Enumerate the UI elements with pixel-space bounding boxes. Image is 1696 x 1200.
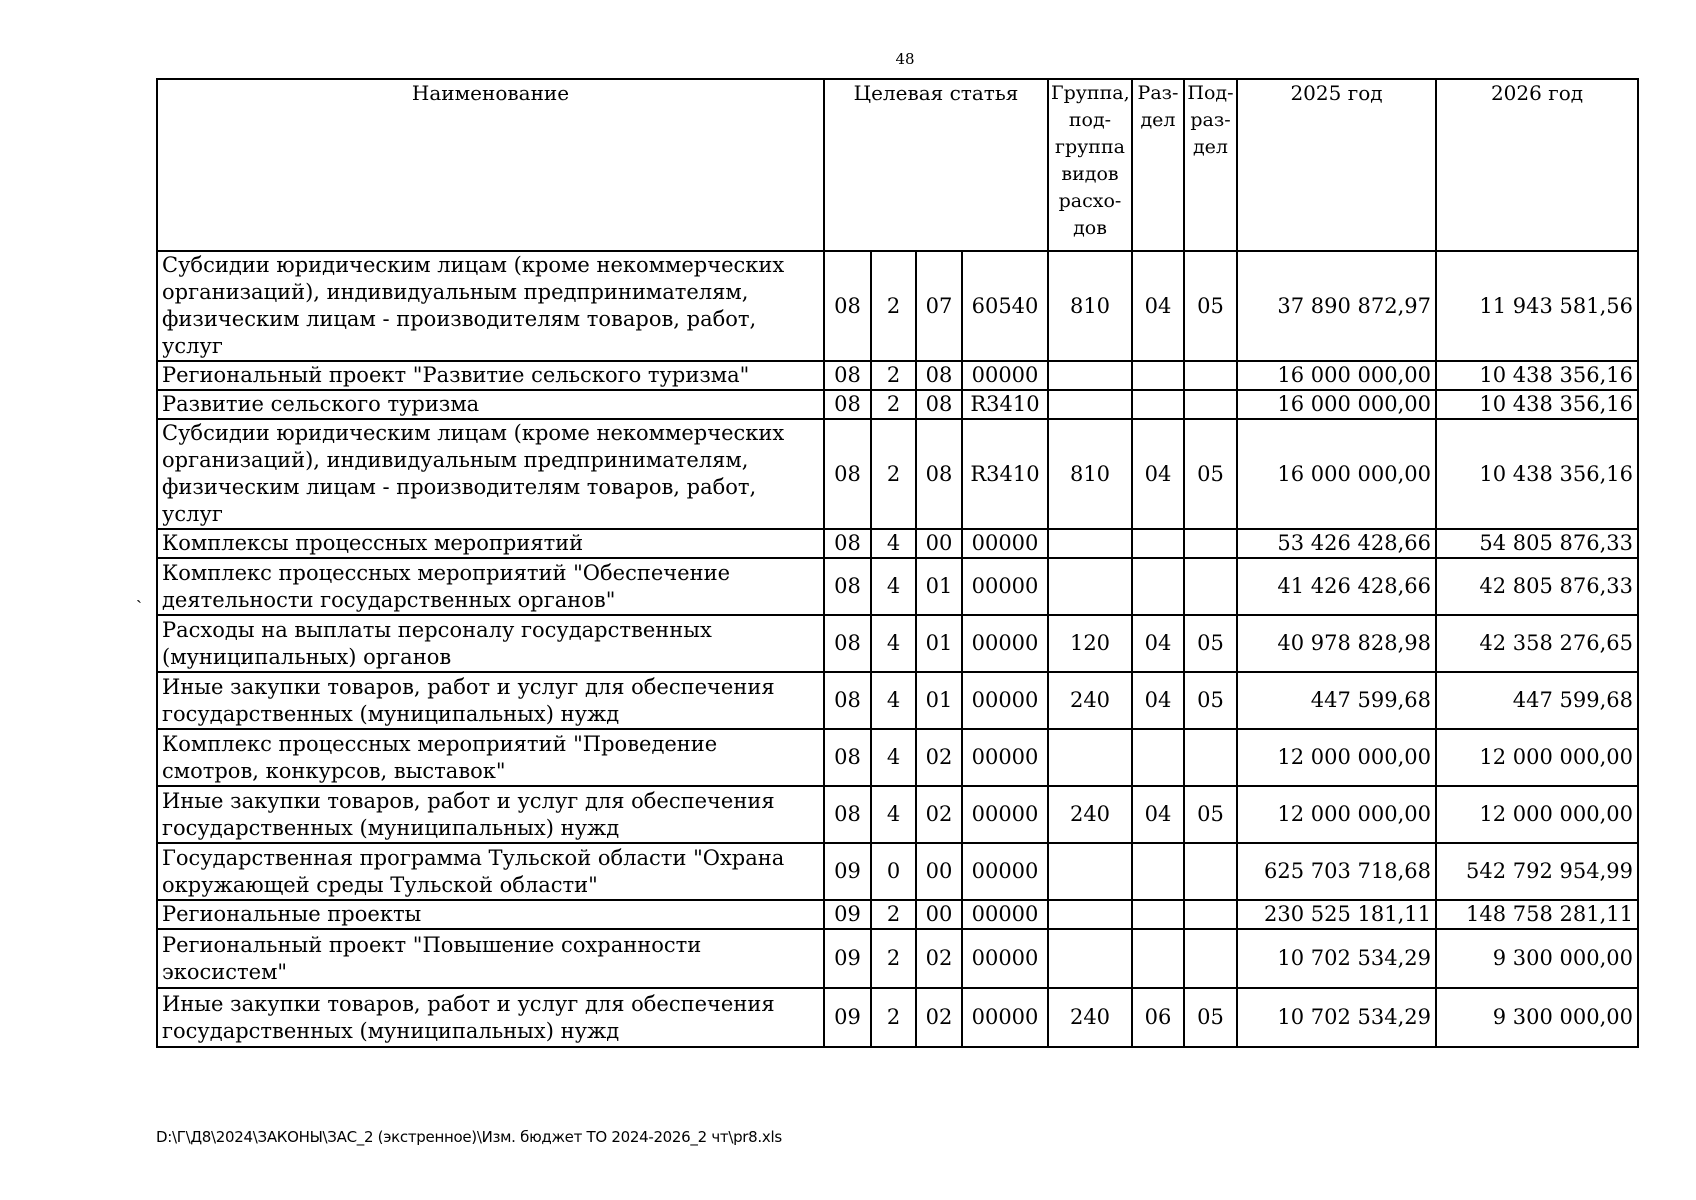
target-code-3: 02 — [916, 786, 962, 843]
target-code-1: 08 — [824, 390, 871, 419]
table-row — [157, 615, 1638, 672]
target-code-1: 08 — [824, 729, 871, 786]
amount-2025: 16 000 000,00 — [1237, 419, 1436, 529]
amount-2025: 10 702 534,29 — [1237, 929, 1436, 988]
header-name: Наименование — [157, 79, 824, 251]
table-row — [157, 558, 1638, 615]
target-code-2: 4 — [871, 558, 916, 615]
section: 04 — [1132, 419, 1184, 529]
amount-2026: 11 943 581,56 — [1436, 251, 1638, 361]
row-name: Региональный проект "Развитие сельского туризма" — [157, 361, 824, 390]
target-code-1: 08 — [824, 251, 871, 361]
target-code-4: R3410 — [962, 390, 1048, 419]
target-code-1: 09 — [824, 843, 871, 900]
row-name: Субсидии юридическим лицам (кроме некоммерческих организаций), индивидуальным предпринимателям, физическим лицам - производителям товаров, работ, услуг — [157, 419, 824, 529]
amount-2025: 12 000 000,00 — [1237, 729, 1436, 786]
expense-group: 240 — [1048, 786, 1132, 843]
target-code-2: 4 — [871, 615, 916, 672]
target-code-3: 07 — [916, 251, 962, 361]
footer-file-path: D:\Г\Д8\2024\ЗАКОНЫ\ЗАС_2 (экстренное)\Изм. бюджет ТО 2024-2026_2 чт\pr8.xls — [156, 1128, 782, 1146]
target-code-4: 00000 — [962, 729, 1048, 786]
amount-2025: 53 426 428,66 — [1237, 529, 1436, 558]
target-code-4: 00000 — [962, 558, 1048, 615]
target-code-4: 00000 — [962, 786, 1048, 843]
section: 06 — [1132, 988, 1184, 1047]
amount-2026: 447 599,68 — [1436, 672, 1638, 729]
subsection: 05 — [1184, 615, 1237, 672]
target-code-3: 00 — [916, 529, 962, 558]
amount-2025: 447 599,68 — [1237, 672, 1436, 729]
section — [1132, 390, 1184, 419]
target-code-3: 00 — [916, 843, 962, 900]
table-row — [157, 729, 1638, 786]
header-year-2025: 2025 год — [1237, 79, 1436, 251]
section: 04 — [1132, 251, 1184, 361]
target-code-3: 01 — [916, 558, 962, 615]
expense-group — [1048, 900, 1132, 929]
budget-table — [156, 78, 1639, 1048]
row-name: Субсидии юридическим лицам (кроме некоммерческих организаций), индивидуальным предпринимателям, физическим лицам - производителям товаров, работ, услуг — [157, 251, 824, 361]
target-code-3: 08 — [916, 361, 962, 390]
target-code-2: 2 — [871, 390, 916, 419]
expense-group: 810 — [1048, 419, 1132, 529]
target-code-3: 02 — [916, 729, 962, 786]
margin-mark: ˎ — [136, 583, 142, 604]
expense-group: 810 — [1048, 251, 1132, 361]
target-code-4: R3410 — [962, 419, 1048, 529]
section: 04 — [1132, 786, 1184, 843]
expense-group: 240 — [1048, 988, 1132, 1047]
target-code-2: 2 — [871, 988, 916, 1047]
target-code-2: 4 — [871, 529, 916, 558]
amount-2025: 10 702 534,29 — [1237, 988, 1436, 1047]
target-code-1: 08 — [824, 558, 871, 615]
expense-group — [1048, 390, 1132, 419]
expense-group — [1048, 558, 1132, 615]
expense-group — [1048, 729, 1132, 786]
row-name: Региональный проект "Повышение сохранности экосистем" — [157, 929, 824, 988]
subsection — [1184, 529, 1237, 558]
target-code-1: 09 — [824, 900, 871, 929]
target-code-3: 08 — [916, 390, 962, 419]
table-row — [157, 251, 1638, 361]
subsection: 05 — [1184, 988, 1237, 1047]
target-code-4: 00000 — [962, 361, 1048, 390]
target-code-2: 2 — [871, 419, 916, 529]
target-code-1: 08 — [824, 672, 871, 729]
amount-2025: 40 978 828,98 — [1237, 615, 1436, 672]
header-target-article: Целевая статья — [824, 79, 1048, 251]
section — [1132, 929, 1184, 988]
target-code-1: 09 — [824, 929, 871, 988]
target-code-3: 00 — [916, 900, 962, 929]
amount-2026: 54 805 876,33 — [1436, 529, 1638, 558]
expense-group: 120 — [1048, 615, 1132, 672]
expense-group — [1048, 361, 1132, 390]
subsection — [1184, 390, 1237, 419]
target-code-1: 08 — [824, 786, 871, 843]
page-number: 48 — [895, 50, 915, 68]
row-name: Комплекс процессных мероприятий "Обеспечение деятельности государственных органов" — [157, 558, 824, 615]
amount-2026: 10 438 356,16 — [1436, 390, 1638, 419]
target-code-4: 00000 — [962, 672, 1048, 729]
table-row — [157, 900, 1638, 929]
table-row — [157, 843, 1638, 900]
target-code-2: 2 — [871, 900, 916, 929]
amount-2026: 10 438 356,16 — [1436, 361, 1638, 390]
expense-group: 240 — [1048, 672, 1132, 729]
section — [1132, 361, 1184, 390]
target-code-1: 08 — [824, 361, 871, 390]
subsection — [1184, 558, 1237, 615]
target-code-2: 0 — [871, 843, 916, 900]
row-name: Иные закупки товаров, работ и услуг для обеспечения государственных (муниципальных) нужд — [157, 786, 824, 843]
target-code-1: 08 — [824, 419, 871, 529]
row-name: Иные закупки товаров, работ и услуг для обеспечения государственных (муниципальных) нужд — [157, 672, 824, 729]
expense-group — [1048, 529, 1132, 558]
target-code-2: 4 — [871, 729, 916, 786]
row-name: Комплекс процессных мероприятий "Проведение смотров, конкурсов, выставок" — [157, 729, 824, 786]
target-code-2: 2 — [871, 929, 916, 988]
row-name: Региональные проекты — [157, 900, 824, 929]
amount-2025: 625 703 718,68 — [1237, 843, 1436, 900]
amount-2025: 16 000 000,00 — [1237, 390, 1436, 419]
table-row — [157, 390, 1638, 419]
header-subsection: Под-раз-дел — [1184, 79, 1237, 251]
target-code-4: 60540 — [962, 251, 1048, 361]
row-name: Комплексы процессных мероприятий — [157, 529, 824, 558]
target-code-2: 2 — [871, 361, 916, 390]
section — [1132, 900, 1184, 929]
table-row — [157, 929, 1638, 988]
target-code-2: 4 — [871, 672, 916, 729]
section — [1132, 843, 1184, 900]
section — [1132, 558, 1184, 615]
subsection: 05 — [1184, 419, 1237, 529]
amount-2026: 42 805 876,33 — [1436, 558, 1638, 615]
target-code-4: 00000 — [962, 615, 1048, 672]
row-name: Развитие сельского туризма — [157, 390, 824, 419]
amount-2025: 41 426 428,66 — [1237, 558, 1436, 615]
subsection — [1184, 843, 1237, 900]
row-name: Расходы на выплаты персоналу государственных (муниципальных) органов — [157, 615, 824, 672]
amount-2026: 12 000 000,00 — [1436, 786, 1638, 843]
header-section: Раз-дел — [1132, 79, 1184, 251]
table-row — [157, 786, 1638, 843]
amount-2026: 9 300 000,00 — [1436, 988, 1638, 1047]
subsection: 05 — [1184, 672, 1237, 729]
subsection: 05 — [1184, 251, 1237, 361]
table-row — [157, 672, 1638, 729]
amount-2025: 12 000 000,00 — [1237, 786, 1436, 843]
target-code-3: 08 — [916, 419, 962, 529]
amount-2026: 12 000 000,00 — [1436, 729, 1638, 786]
table-row — [157, 988, 1638, 1047]
amount-2026: 148 758 281,11 — [1436, 900, 1638, 929]
amount-2026: 42 358 276,65 — [1436, 615, 1638, 672]
section — [1132, 729, 1184, 786]
section: 04 — [1132, 615, 1184, 672]
header-year-2026: 2026 год — [1436, 79, 1638, 251]
target-code-3: 01 — [916, 672, 962, 729]
row-name: Государственная программа Тульской области "Охрана окружающей среды Тульской области" — [157, 843, 824, 900]
target-code-3: 02 — [916, 988, 962, 1047]
section — [1132, 529, 1184, 558]
target-code-4: 00000 — [962, 843, 1048, 900]
target-code-1: 09 — [824, 988, 871, 1047]
table-row — [157, 361, 1638, 390]
header-row — [157, 79, 1638, 251]
target-code-3: 02 — [916, 929, 962, 988]
amount-2025: 16 000 000,00 — [1237, 361, 1436, 390]
subsection — [1184, 361, 1237, 390]
subsection — [1184, 929, 1237, 988]
amount-2026: 10 438 356,16 — [1436, 419, 1638, 529]
amount-2026: 9 300 000,00 — [1436, 929, 1638, 988]
subsection: 05 — [1184, 786, 1237, 843]
target-code-1: 08 — [824, 615, 871, 672]
target-code-4: 00000 — [962, 988, 1048, 1047]
section: 04 — [1132, 672, 1184, 729]
amount-2025: 230 525 181,11 — [1237, 900, 1436, 929]
expense-group — [1048, 843, 1132, 900]
amount-2026: 542 792 954,99 — [1436, 843, 1638, 900]
row-name: Иные закупки товаров, работ и услуг для обеспечения государственных (муниципальных) нужд — [157, 988, 824, 1047]
expense-group — [1048, 929, 1132, 988]
target-code-3: 01 — [916, 615, 962, 672]
table-row — [157, 529, 1638, 558]
target-code-2: 4 — [871, 786, 916, 843]
subsection — [1184, 900, 1237, 929]
table-row — [157, 419, 1638, 529]
amount-2025: 37 890 872,97 — [1237, 251, 1436, 361]
target-code-4: 00000 — [962, 929, 1048, 988]
target-code-4: 00000 — [962, 529, 1048, 558]
header-expense-group: Группа, под-группа видов расхо-дов — [1048, 79, 1132, 251]
target-code-2: 2 — [871, 251, 916, 361]
target-code-1: 08 — [824, 529, 871, 558]
subsection — [1184, 729, 1237, 786]
target-code-4: 00000 — [962, 900, 1048, 929]
